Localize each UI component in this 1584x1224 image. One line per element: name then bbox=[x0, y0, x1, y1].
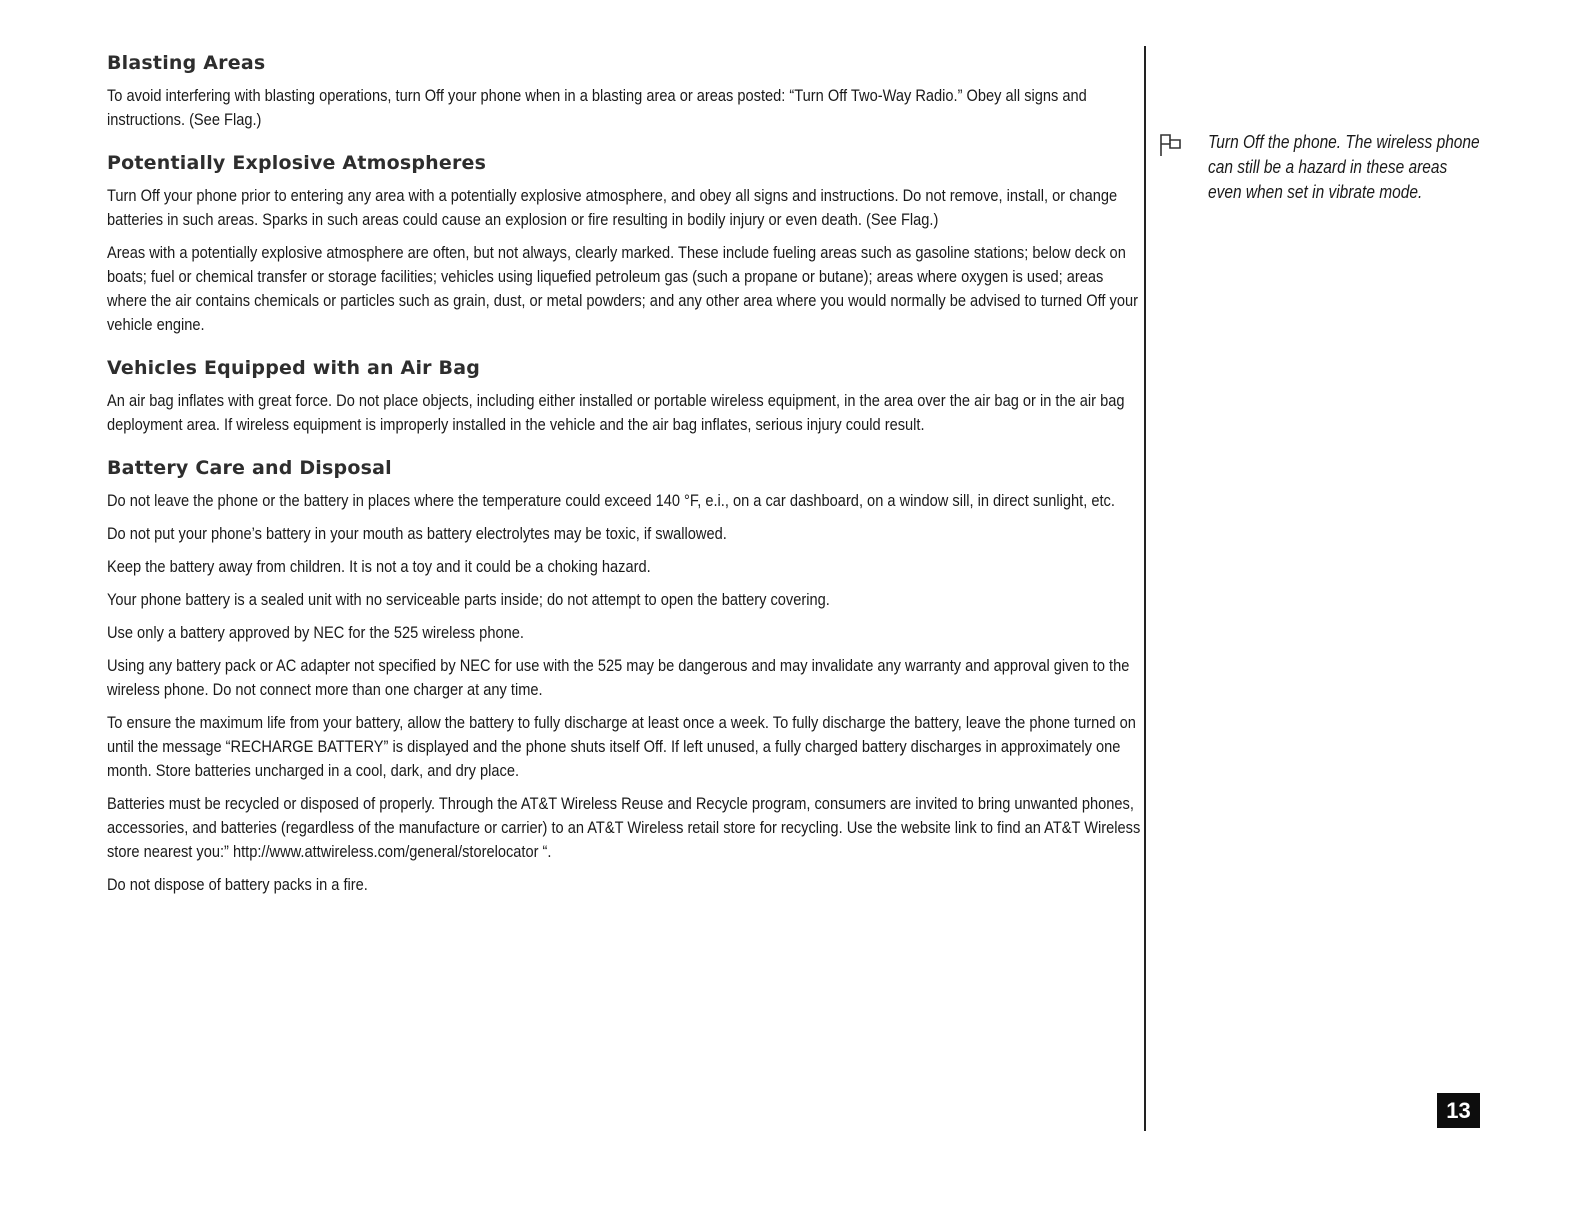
paragraph: An air bag inflates with great force. Do not place objects, including either installed or portable wireless equipment, in the area over the air bag or in the air bag deployment area. If wireless equipment is improperly installed in the vehicle and the air bag inflates, serious injury could result. bbox=[107, 391, 1125, 434]
paragraph: Using any battery pack or AC adapter not specified by NEC for use with the 525 may be dangerous and may invalidate any warranty and approval given to the wireless phone. Do not connect more than one charger at any time. bbox=[107, 656, 1130, 699]
flag-icon bbox=[1158, 132, 1184, 158]
section-air-bag bbox=[107, 357, 1145, 437]
paragraph: Turn Off your phone prior to entering any area with a potentially explosive atmosphere, and obey all signs and instructions. Do not remove, install, or change batteries in such areas. Sparks in such areas could cause an explosion or fire resulting in bodily injury or even death. (See Flag.) bbox=[107, 186, 1118, 229]
sidebar-note-text: Turn Off the phone. The wireless phone can still be a hazard in these areas even when set in vibrate mode. bbox=[1208, 132, 1480, 202]
section-blasting-areas bbox=[107, 52, 1145, 132]
paragraph: Do not put your phone’s battery in your mouth as battery electrolytes may be toxic, if swallowed. bbox=[107, 524, 727, 543]
section-heading: Vehicles Equipped with an Air Bag bbox=[107, 357, 481, 379]
paragraph: Your phone battery is a sealed unit with no serviceable parts inside; do not attempt to open the battery covering. bbox=[107, 590, 830, 609]
main-column bbox=[107, 52, 1145, 917]
paragraph: Do not dispose of battery packs in a fire. bbox=[107, 875, 368, 894]
paragraph: Do not leave the phone or the battery in places where the temperature could exceed 140 °F, e.i., on a car dashboard, on a window sill, in direct sunlight, etc. bbox=[107, 491, 1115, 510]
paragraph: To avoid interfering with blasting operations, turn Off your phone when in a blasting area or areas posted: “Turn Off Two-Way Radio.” Obey all signs and instructions. (See Flag.) bbox=[107, 86, 1087, 129]
paragraph: To ensure the maximum life from your battery, allow the battery to fully discharge at least once a week. To fully discharge the battery, leave the phone turned on until the message “RECHARGE BATTERY” is displayed and the phone shuts itself Off. If left unused, a fully charged battery discharges in approximately one month. Store batteries uncharged in a cool, dark, and dry place. bbox=[107, 713, 1136, 780]
paragraph: Keep the battery away from children. It is not a toy and it could be a choking hazard. bbox=[107, 557, 651, 576]
section-heading: Potentially Explosive Atmospheres bbox=[107, 152, 487, 174]
section-explosive-atmospheres bbox=[107, 152, 1145, 337]
section-battery-care bbox=[107, 457, 1145, 897]
page-number: 13 bbox=[1437, 1093, 1480, 1128]
paragraph: Use only a battery approved by NEC for the 525 wireless phone. bbox=[107, 623, 524, 642]
column-divider bbox=[1144, 46, 1146, 1131]
section-heading: Blasting Areas bbox=[107, 52, 266, 74]
paragraph: Batteries must be recycled or disposed of properly. Through the AT&T Wireless Reuse and Recycle program, consumers are invited to bring unwanted phones, accessories, and batteries (regardless of the manufacture or carrier) to an AT&T Wireless retail store for recycling. Use the website link to find an AT&T Wireless store nearest you:” http://www.attwireless.com/general/storelocator “. bbox=[107, 794, 1141, 861]
section-heading: Battery Care and Disposal bbox=[107, 457, 392, 479]
paragraph: Areas with a potentially explosive atmosphere are often, but not always, clearly marked. These include fueling areas such as gasoline stations; below deck on boats; fuel or chemical transfer or storage facilities; vehicles using liquefied petroleum gas (such a propane or butane); areas where oxygen is used; areas where the air contains chemicals or particles such as grain, dust, or metal powders; and any other area where you would normally be advised to turned Off your vehicle engine. bbox=[107, 243, 1138, 334]
